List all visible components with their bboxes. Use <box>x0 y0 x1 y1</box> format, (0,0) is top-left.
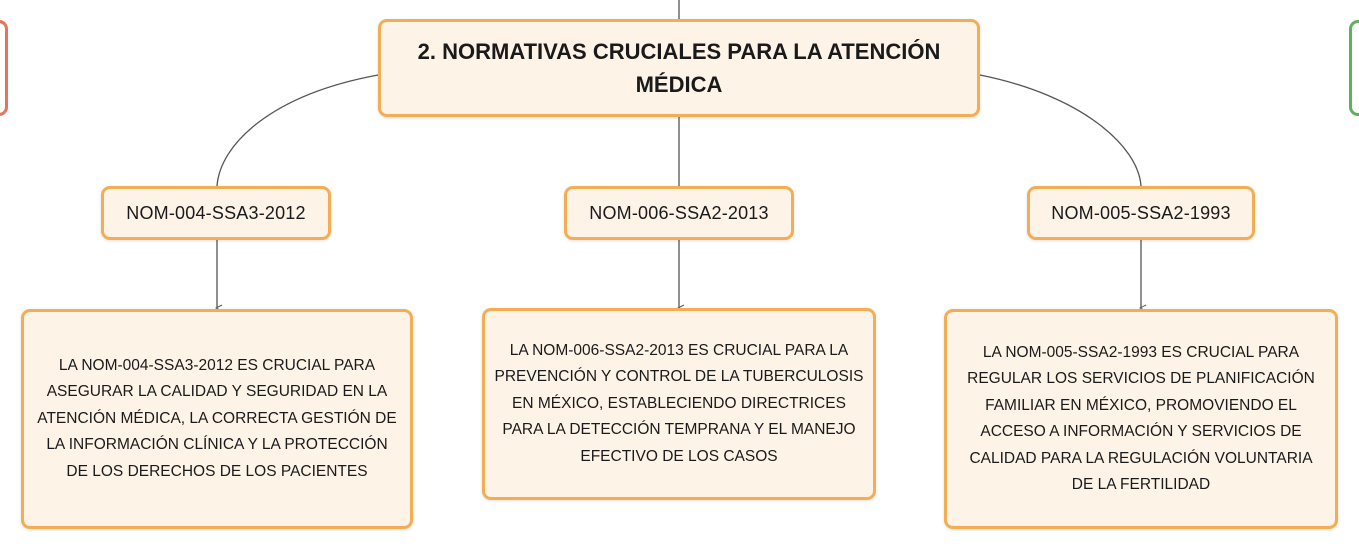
detail-node-nom-005[interactable] <box>944 309 1338 529</box>
branch-node-nom-004[interactable] <box>101 186 331 240</box>
detail-text: LA NOM-006-SSA2-2013 ES CRUCIAL PARA LA PREVENCIÓN Y CONTROL DE LA TUBERCULOSIS EN MÉXICO, ESTABLECIENDO DIRECTRICES PARA LA DETECCIÓN TEMPRANA Y EL MANEJO EFECTIVO DE LOS CASOS <box>494 341 864 465</box>
branch-label: NOM-006-SSA2-2013 <box>589 202 769 223</box>
root-topic-node[interactable] <box>378 19 980 117</box>
branch-label: NOM-004-SSA3-2012 <box>126 202 306 223</box>
branch-node-nom-005[interactable] <box>1027 186 1255 240</box>
connector-root-to-branch-3 <box>980 75 1141 186</box>
right-neighbor-node[interactable] <box>1349 20 1359 116</box>
detail-text: LA NOM-004-SSA3-2012 ES CRUCIAL PARA ASEGURAR LA CALIDAD Y SEGURIDAD EN LA ATENCIÓN MÉDICA, LA CORRECTA GESTIÓN DE LA INFORMACIÓN CLÍNICA Y LA PROTECCIÓN DE LOS DERECHOS DE LOS PACIENTES <box>37 356 397 480</box>
detail-node-nom-004[interactable] <box>21 309 413 529</box>
left-neighbor-node[interactable] <box>0 20 8 116</box>
branch-node-nom-006[interactable] <box>564 186 794 240</box>
branch-label: NOM-005-SSA2-1993 <box>1051 202 1231 223</box>
detail-node-nom-006[interactable] <box>482 308 876 500</box>
root-topic-title: 2. NORMATIVAS CRUCIALES PARA LA ATENCIÓN MÉDICA <box>417 39 941 97</box>
connector-root-to-branch-1 <box>217 75 378 186</box>
detail-text: LA NOM-005-SSA2-1993 ES CRUCIAL PARA REGULAR LOS SERVICIOS DE PLANIFICACIÓN FAMILIAR EN MÉXICO, PROMOVIENDO EL ACCESO A INFORMACIÓN Y SERVICIOS DE CALIDAD PARA LA REGULACIÓN VOLUNTARIA DE LA FERTILIDAD <box>967 343 1315 493</box>
